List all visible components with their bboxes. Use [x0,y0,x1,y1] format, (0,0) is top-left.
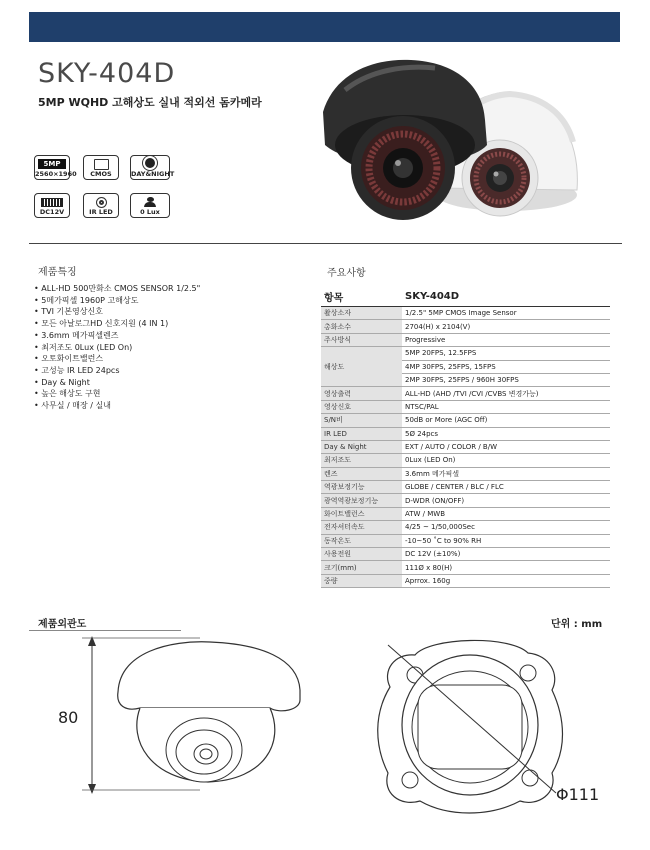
spec-key: 역광보정기능 [321,481,402,494]
spec-key: 크기(mm) [321,561,402,574]
spec-value: NTSC/PAL [402,400,610,413]
spec-key: S/N비 [321,414,402,427]
table-row [321,521,610,534]
table-header-row [321,287,610,307]
table-row [321,414,610,427]
table-row [321,427,610,440]
spec-value: -10~50 ˚C to 90% RH [402,534,610,547]
table-row [321,440,610,453]
model-title: SKY-404D [38,58,176,89]
list-item: • ALL-HD 500만화소 CMOS SENSOR 1/2.5" [34,283,200,295]
spec-table [321,287,610,588]
spec-key: 촬상소자 [321,307,402,320]
table-row [321,494,610,507]
spec-value: EXT / AUTO / COLOR / B/W [402,440,610,453]
list-item: • Day & Night [34,377,200,389]
list-item: • 최저조도 0Lux (LED On) [34,342,200,354]
spec-value: 0Lux (LED On) [402,454,610,467]
table-row [321,333,610,346]
spec-value: 5Ø 24pcs [402,427,610,440]
spec-value: GLOBE / CENTER / BLC / FLC [402,481,610,494]
spec-key: 중량 [321,574,402,587]
spec-value: 2704(H) x 2104(V) [402,320,610,333]
spec-value: 1/2.5" 5MP CMOS Image Sensor [402,307,610,320]
list-item: • 사무실 / 매장 / 실내 [34,400,200,412]
spec-value: Aprrox. 160g [402,574,610,587]
features-title: 제품특징 [38,267,77,278]
list-item: • 높은 해상도 구현 [34,388,200,400]
spec-value: 3.6mm 메가픽셀 [402,467,610,480]
list-item: • 오토화이트밸런스 [34,353,200,365]
spec-key: IR LED [321,427,402,440]
table-row [321,467,610,480]
table-row [321,561,610,574]
spec-key: 최저조도 [321,454,402,467]
table-row [321,481,610,494]
side-view-drawing [80,630,320,810]
list-item: • 모든 아날로그HD 신호지원 (4 IN 1) [34,318,200,330]
dc12v-badge-label: DC12V [39,208,65,216]
day-night-icon [130,155,175,180]
table-row [321,320,610,333]
diameter-label: Φ111 [556,785,600,804]
features-list [34,283,200,412]
spec-key: 주사방식 [321,333,402,346]
ir-led-badge-label: IR LED [89,208,113,216]
table-row [321,454,610,467]
spec-key: 동작온도 [321,534,402,547]
spec-key: 화이트밸런스 [321,507,402,520]
spec-key: 렌즈 [321,467,402,480]
resolution-badge-top: 5MP [38,159,66,169]
spec-key: 총화소수 [321,320,402,333]
zero-lux-badge-label: 0 Lux [140,208,160,216]
spec-header-key: 항목 [321,287,402,307]
spec-value: 4MP 30FPS, 25FPS, 15FPS [402,360,610,373]
battery-power-icon [34,193,70,218]
table-row [321,548,610,561]
spec-key: 전자셔터속도 [321,521,402,534]
spec-header-value: SKY-404D [402,287,610,307]
spec-value: 50dB or More (AGC Off) [402,414,610,427]
spec-value: ALL-HD (AHD /TVI /CVI /CVBS 변경가능) [402,387,610,400]
spec-value: 2MP 30FPS, 25FPS / 960H 30FPS [402,373,610,386]
spec-key: 사용전원 [321,548,402,561]
zero-lux-icon [130,193,170,218]
spec-value: D-WDR (ON/OFF) [402,494,610,507]
dimensions-unit: 단위 : mm [551,619,603,630]
spec-key: 영상출력 [321,387,402,400]
spec-value: DC 12V (±10%) [402,548,610,561]
cmos-chip-icon [83,155,119,180]
table-row [321,534,610,547]
spec-key: 영상신호 [321,400,402,413]
table-row [321,307,610,320]
table-row [321,347,610,360]
table-row [321,400,610,413]
spec-value: Progressive [402,333,610,346]
list-item: • 3.6mm 메가픽셀렌즈 [34,330,200,342]
resolution-badge-icon [34,155,77,180]
header-bar [29,12,620,42]
spec-value: 5MP 20FPS, 12.5FPS [402,347,610,360]
day-night-badge-label: DAY&NIGHT [131,170,175,178]
list-item: • 5메가픽셀 1960P 고해상도 [34,295,200,307]
section-divider [29,243,622,244]
list-item: • TVI 기본영상신호 [34,306,200,318]
spec-key: 광역역광보정기능 [321,494,402,507]
spec-value: 4/25 ~ 1/50,000Sec [402,521,610,534]
resolution-badge-label: 2560×1960 [35,170,77,178]
top-view-drawing [370,625,570,815]
cmos-badge-label: CMOS [90,170,112,178]
specs-title: 주요사항 [327,268,366,279]
list-item: • 고성능 IR LED 24pcs [34,365,200,377]
height-label: 80 [58,708,79,727]
spec-key: Day & Night [321,440,402,453]
camera-product-photo [315,50,585,228]
spec-key: 해상도 [321,347,402,387]
table-row [321,574,610,587]
ir-led-icon [83,193,119,218]
product-subtitle: 5MP WQHD 고해상도 실내 적외선 돔카메라 [38,96,262,109]
dimensions-title: 제품외관도 [38,619,87,630]
table-row [321,507,610,520]
spec-value: ATW / MWB [402,507,610,520]
table-row [321,387,610,400]
spec-value: 111Ø x 80(H) [402,561,610,574]
